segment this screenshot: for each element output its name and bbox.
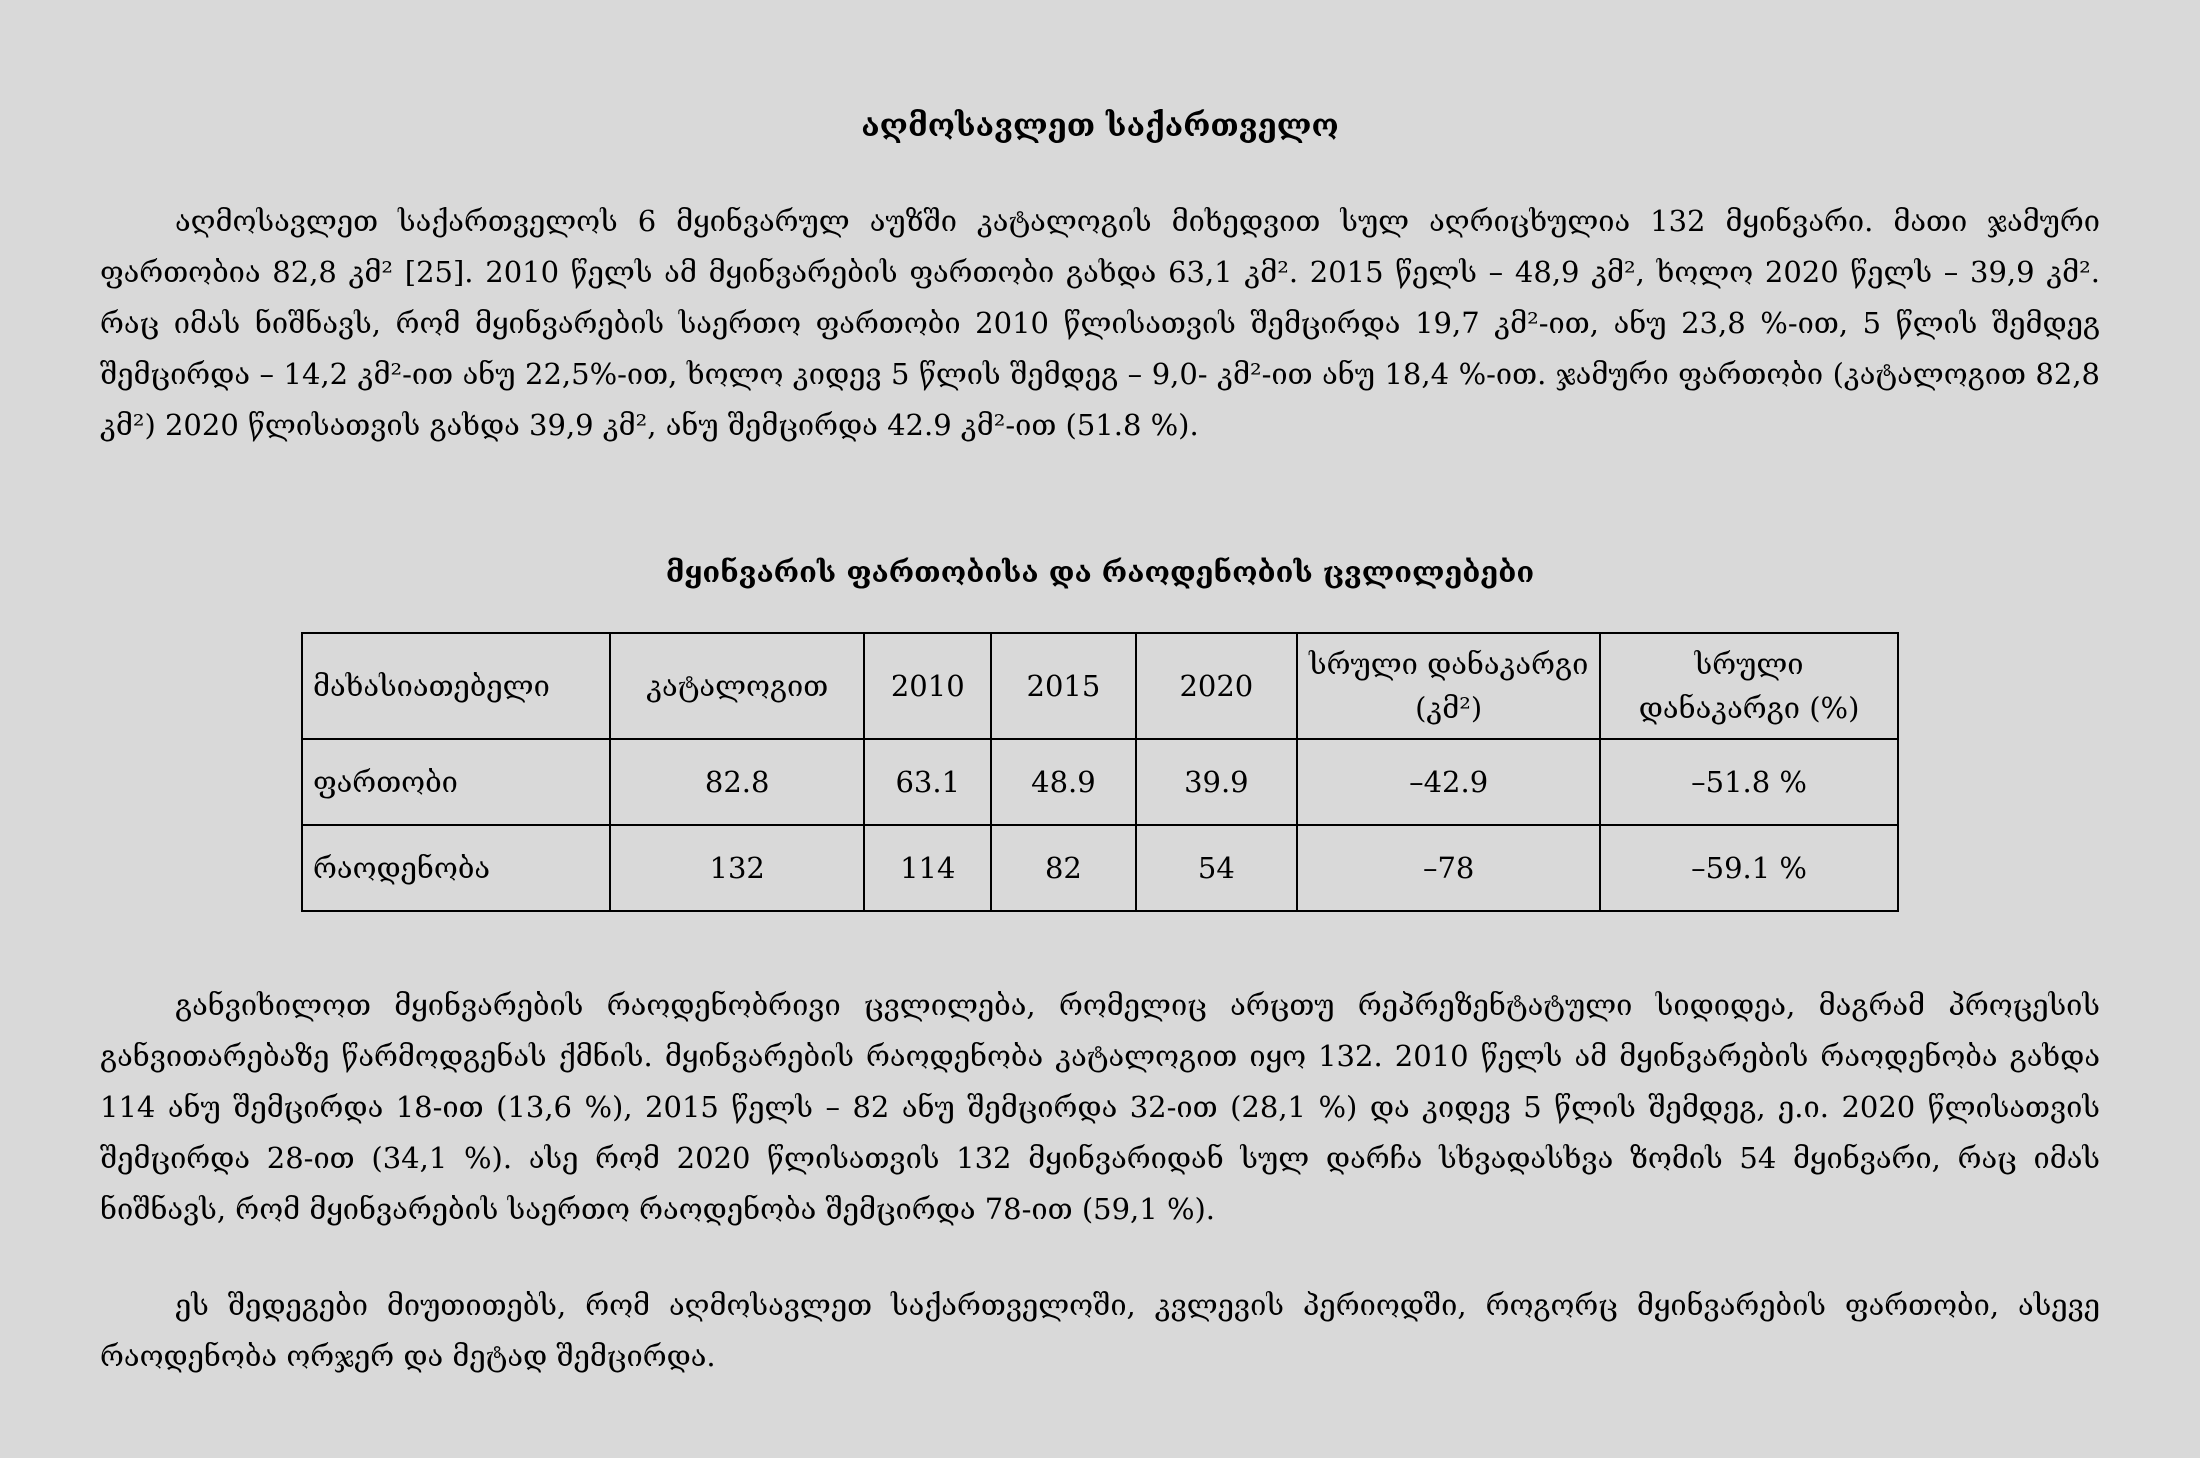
header-total-loss-pct: სრული დანაკარგი (%)	[1600, 633, 1898, 739]
table-cell: –78	[1297, 825, 1600, 911]
paragraph-3-text: ეს შედეგები მიუთითებს, რომ აღმოსავლეთ საქართველოში, კვლევის პერიოდში, როგორც მყინვარების ფართობი, ასევე რაოდენობა ორჯერ და მეტად შემცირდა.	[100, 1288, 2100, 1373]
header-2015: 2015	[991, 633, 1135, 739]
table-cell: რაოდენობა	[302, 825, 610, 911]
page-title: აღმოსავლეთ საქართველო	[861, 108, 1339, 144]
table-cell: ფართობი	[302, 739, 610, 825]
table-row	[302, 739, 1898, 825]
table-header-row	[302, 633, 1898, 739]
header-2020: 2020	[1136, 633, 1298, 739]
table-title: მყინვარის ფართობისა და რაოდენობის ცვლილებები	[665, 555, 1535, 589]
paragraph-2	[100, 980, 2100, 1235]
paragraph-1	[100, 196, 2100, 451]
table-cell: –51.8 %	[1600, 739, 1898, 825]
table-row	[302, 825, 1898, 911]
table-cell: 48.9	[991, 739, 1135, 825]
paragraph-3	[100, 1280, 2100, 1382]
table-cell: 39.9	[1136, 739, 1298, 825]
header-characteristic: მახასიათებელი	[302, 633, 610, 739]
table-cell: 132	[610, 825, 864, 911]
paragraph-2-text: განვიხილოთ მყინვარების რაოდენობრივი ცვლილება, რომელიც არცთუ რეპრეზენტატული სიდიდეა, მაგრამ პროცესის განვითარებაზე წარმოდგენას ქმნის. მყინვარების რაოდენობა კატალოგით იყო 132. 2010 წელს ამ მყინვარების რაოდენობა გახდა 114 ანუ შემცირდა 18-ით (13,6 %), 2015 წელს – 82 ანუ შემცირდა 32-ით (28,1 %) და კიდევ 5 წლის შემდეგ, ე.ი. 2020 წლისათვის შემცირდა 28-ით (34,1 %). ასე რომ 2020 წლისათვის 132 მყინვარიდან სულ დარჩა სხვადასხვა ზომის 54 მყინვარი, რაც იმას ნიშნავს, რომ მყინვარების საერთო რაოდენობა შემცირდა 78-ით (59,1 %).	[100, 988, 2100, 1226]
table-cell: 54	[1136, 825, 1298, 911]
table-cell: 114	[864, 825, 991, 911]
header-total-loss-km2: სრული დანაკარგი (კმ²)	[1297, 633, 1600, 739]
table-cell: –59.1 %	[1600, 825, 1898, 911]
header-2010: 2010	[864, 633, 991, 739]
paragraph-1-text: აღმოსავლეთ საქართველოს 6 მყინვარულ აუზში კატალოგის მიხედვით სულ აღრიცხულია 132 მყინვარი. მათი ჯამური ფართობია 82,8 კმ² [25]. 2010 წელს ამ მყინვარების ფართობი გახდა 63,1 კმ². 2015 წელს – 48,9 კმ², ხოლო 2020 წელს – 39,9 კმ². რაც იმას ნიშნავს, რომ მყინვარების საერთო ფართობი 2010 წლისათვის შემცირდა 19,7 კმ²-ით, ანუ 23,8 %-ით, 5 წლის შემდეგ შემცირდა – 14,2 კმ²-ით ანუ 22,5%-ით, ხოლო კიდევ 5 წლის შემდეგ – 9,0- კმ²-ით ანუ 18,4 %-ით. ჯამური ფართობი (კატალოგით 82,8 კმ²) 2020 წლისათვის გახდა 39,9 კმ², ანუ შემცირდა 42.9 კმ²-ით (51.8 %).	[100, 204, 2100, 442]
glacier-change-table	[301, 632, 1899, 912]
table-cell: 82.8	[610, 739, 864, 825]
table-cell: –42.9	[1297, 739, 1600, 825]
header-catalog: კატალოგით	[610, 633, 864, 739]
table-cell: 82	[991, 825, 1135, 911]
table-cell: 63.1	[864, 739, 991, 825]
